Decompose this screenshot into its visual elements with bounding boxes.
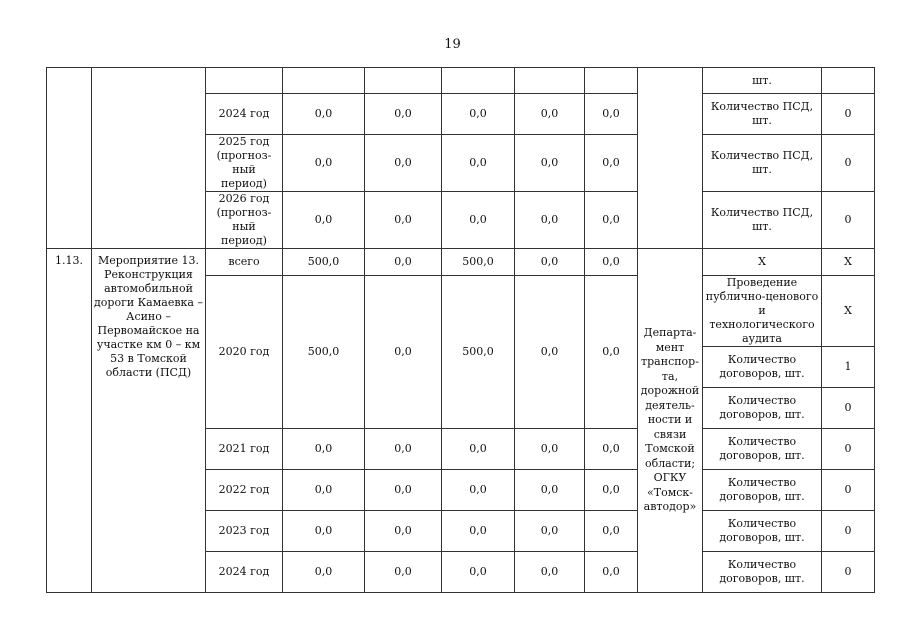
value-cell: 0,0 (283, 94, 365, 135)
indicator-cell: Количество договоров, шт. (703, 470, 822, 511)
value-cell: 0,0 (283, 511, 365, 552)
value-cell: 0,0 (283, 135, 365, 192)
count-cell: Х (822, 276, 875, 347)
count-cell: 0 (822, 192, 875, 249)
count-cell (822, 68, 875, 94)
indicator-cell: Количество договоров, шт. (703, 388, 822, 429)
value-cell: 0,0 (515, 135, 585, 192)
value-cell: 0,0 (283, 429, 365, 470)
value-cell: 0,0 (515, 249, 585, 276)
count-cell: 0 (822, 470, 875, 511)
value-cell: 0,0 (515, 94, 585, 135)
page-number: 19 (444, 37, 461, 52)
activity-name-cell (92, 68, 206, 249)
count-cell: 0 (822, 511, 875, 552)
value-cell: 0,0 (585, 135, 638, 192)
value-cell: 500,0 (283, 249, 365, 276)
value-cell: 0,0 (365, 511, 442, 552)
count-cell: 0 (822, 135, 875, 192)
value-cell: 500,0 (442, 276, 515, 429)
indicator-cell: Проведение публично-ценового и технологического аудита (703, 276, 822, 347)
indicator-cell: Х (703, 249, 822, 276)
count-cell: 1 (822, 347, 875, 388)
period-cell: 2020 год (206, 276, 283, 429)
value-cell: 0,0 (442, 135, 515, 192)
value-cell: 0,0 (365, 552, 442, 593)
value-cell: 0,0 (365, 276, 442, 429)
count-cell: 0 (822, 552, 875, 593)
indicator-cell: Количество договоров, шт. (703, 552, 822, 593)
period-cell: 2021 год (206, 429, 283, 470)
indicator-cell: Количество договоров, шт. (703, 347, 822, 388)
value-cell: 0,0 (365, 135, 442, 192)
activity-title: Мероприятие 13. Реконструкция автомобильной дороги Камаевка – Асино – Первомайское на участке км 0 – км 53 в Томской области (ПСД) (92, 249, 206, 593)
value-cell: 0,0 (365, 94, 442, 135)
value-cell: 0,0 (365, 470, 442, 511)
value-cell: 0,0 (515, 276, 585, 429)
value-cell: 0,0 (283, 470, 365, 511)
period-cell: 2025 год (прогноз-ный период) (206, 135, 283, 192)
count-cell: 0 (822, 94, 875, 135)
value-cell: 0,0 (585, 552, 638, 593)
responsible-executor: Департа-мент транспор-та, дорожной деятель-ности и связи Томской области; ОГКУ «Томск-автодор» (638, 249, 703, 593)
count-cell: 0 (822, 429, 875, 470)
value-cell: 0,0 (365, 429, 442, 470)
value-cell: 0,0 (365, 249, 442, 276)
period-cell: 2022 год (206, 470, 283, 511)
indicator-cell: шт. (703, 68, 822, 94)
indicator-cell: Количество договоров, шт. (703, 511, 822, 552)
activities-table (46, 67, 875, 593)
period-cell: всего (206, 249, 283, 276)
period-cell (206, 68, 283, 94)
value-cell: 500,0 (283, 276, 365, 429)
value-cell: 0,0 (585, 192, 638, 249)
value-cell: 500,0 (442, 249, 515, 276)
indicator-cell: Количество ПСД, шт. (703, 135, 822, 192)
value-cell: 0,0 (585, 249, 638, 276)
period-cell: 2024 год (206, 94, 283, 135)
value-cell: 0,0 (283, 192, 365, 249)
value-cell: 0,0 (585, 94, 638, 135)
value-cell: 0,0 (365, 192, 442, 249)
indicator-cell: Количество ПСД, шт. (703, 94, 822, 135)
value-cell: 0,0 (515, 552, 585, 593)
period-cell: 2023 год (206, 511, 283, 552)
value-cell: 0,0 (442, 511, 515, 552)
value-cell: 0,0 (515, 470, 585, 511)
value-cell: 0,0 (283, 552, 365, 593)
indicator-cell: Количество договоров, шт. (703, 429, 822, 470)
value-cell: 0,0 (585, 470, 638, 511)
value-cell: 0,0 (442, 192, 515, 249)
value-cell: 0,0 (442, 429, 515, 470)
value-cell: 0,0 (442, 470, 515, 511)
value-cell: 0,0 (585, 429, 638, 470)
indicator-cell: Количество ПСД, шт. (703, 192, 822, 249)
value-cell (365, 68, 442, 94)
period-cell: 2024 год (206, 552, 283, 593)
value-cell: 0,0 (515, 511, 585, 552)
table-row (47, 68, 875, 94)
value-cell: 0,0 (515, 192, 585, 249)
activity-number: 1.13. (47, 249, 92, 593)
value-cell: 0,0 (442, 94, 515, 135)
period-cell: 2026 год (прогноз-ный период) (206, 192, 283, 249)
value-cell (283, 68, 365, 94)
value-cell (442, 68, 515, 94)
value-cell: 0,0 (442, 552, 515, 593)
value-cell (515, 68, 585, 94)
count-cell: 0 (822, 388, 875, 429)
count-cell: Х (822, 249, 875, 276)
value-cell: 0,0 (515, 429, 585, 470)
responsible-cell (638, 68, 703, 249)
number-cell (47, 68, 92, 249)
value-cell: 0,0 (585, 511, 638, 552)
table-row (47, 249, 875, 276)
value-cell (585, 68, 638, 94)
value-cell: 0,0 (585, 276, 638, 429)
